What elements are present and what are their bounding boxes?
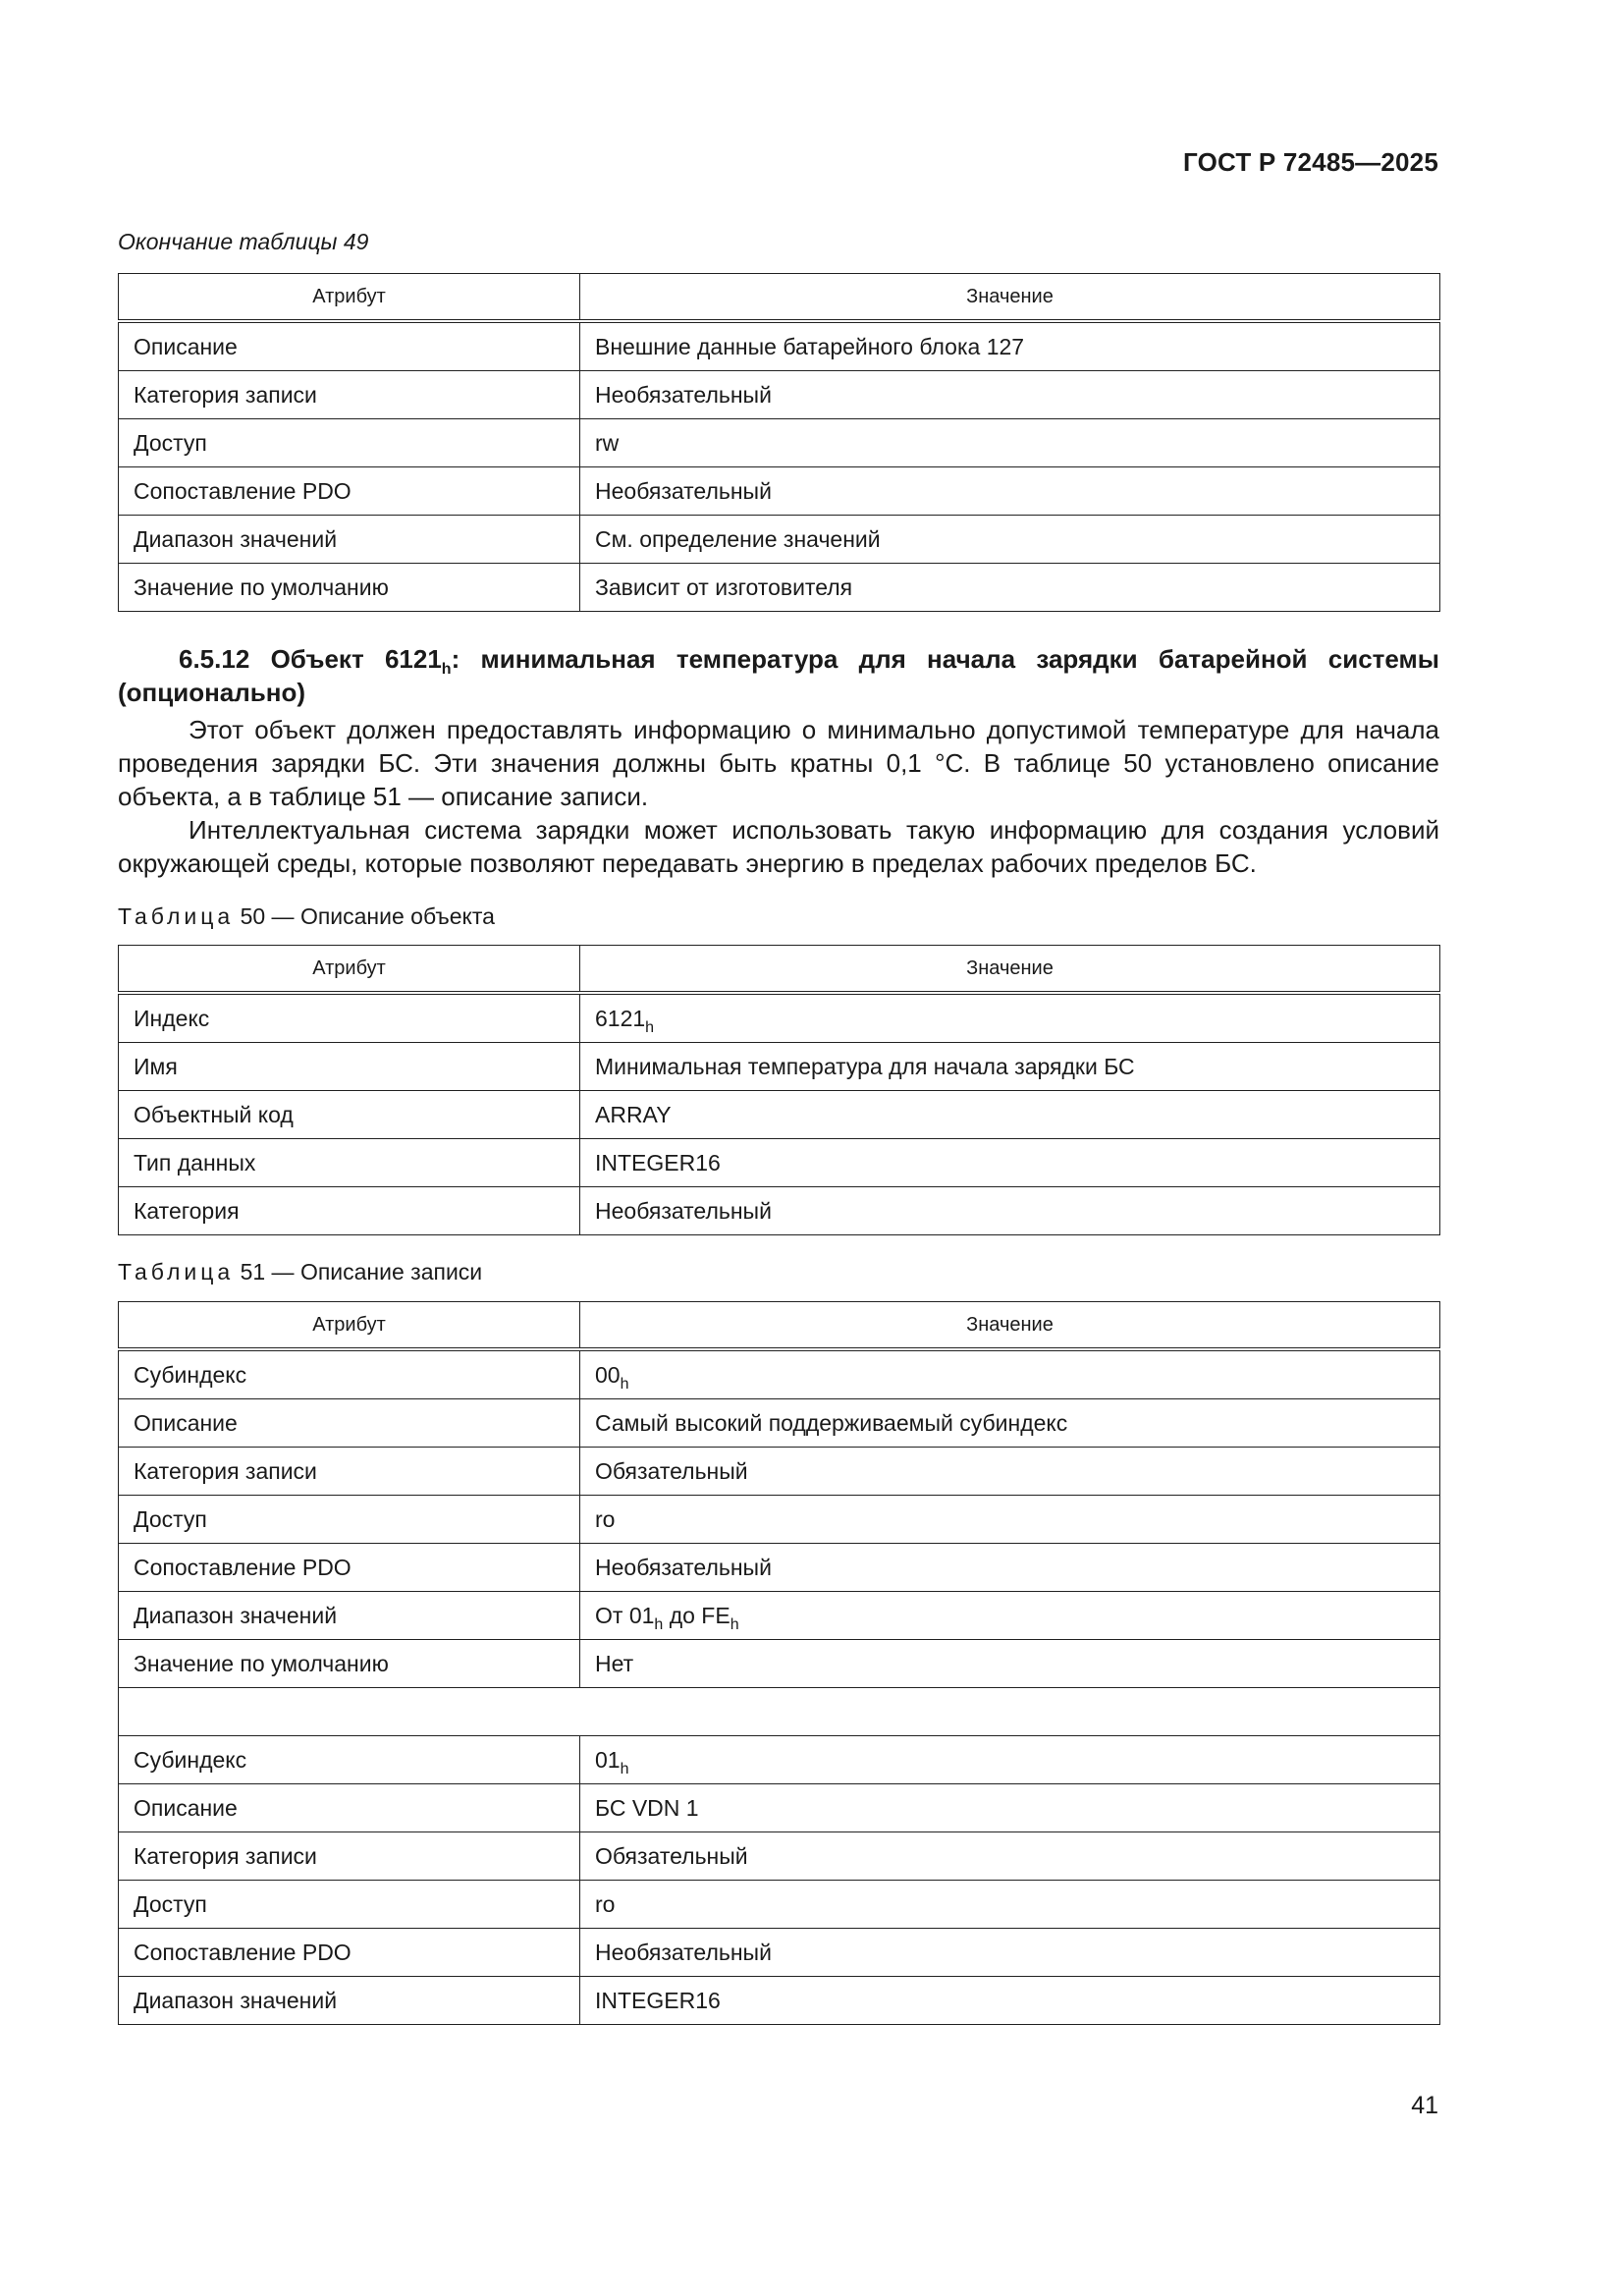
attribute-cell: Категория: [119, 1187, 580, 1235]
table-row: [119, 321, 1440, 371]
value-cell: [580, 1592, 1440, 1640]
value-cell: Нет: [580, 1640, 1440, 1688]
attribute-cell: Сопоставление PDO: [119, 467, 580, 516]
table51: [118, 1301, 1440, 2025]
table50-caption: [118, 903, 495, 930]
table-row: [119, 419, 1440, 467]
value-cell: [580, 993, 1440, 1043]
attribute-cell: Сопоставление PDO: [119, 1544, 580, 1592]
hex-subscript: h: [620, 1375, 629, 1393]
section-title-pre: Объект 6121: [270, 644, 442, 674]
paragraph-1: Этот объект должен предоставлять информацию о минимально допустимой температуре для начала проведения зарядки БС. Эти значения должны быть кратны 0,1 °С. В таблице 50 установлено описание объекта, а в таблице 51 — описание записи.: [118, 715, 1439, 811]
value-text: 01: [595, 1746, 621, 1773]
column-header: Атрибут: [119, 946, 580, 994]
value-cell: Зависит от изготовителя: [580, 564, 1440, 612]
section-title-post: : минимальная температура для начала зарядки батарейной системы (опционально): [118, 644, 1439, 707]
hex-subscript: h: [441, 661, 452, 678]
value-cell: ro: [580, 1496, 1440, 1544]
value-text: От 01: [595, 1602, 655, 1628]
table-row: [119, 1640, 1440, 1688]
value-cell: INTEGER16: [580, 1139, 1440, 1187]
attribute-cell: Описание: [119, 1399, 580, 1448]
value-cell: Внешние данные батарейного блока 127: [580, 321, 1440, 371]
value-cell: Самый высокий поддерживаемый субиндекс: [580, 1399, 1440, 1448]
table-row: [119, 1832, 1440, 1881]
column-header: Значение: [580, 946, 1440, 994]
attribute-cell: Доступ: [119, 1496, 580, 1544]
table-row: [119, 1544, 1440, 1592]
table-header-row: [119, 274, 1440, 322]
value-cell: rw: [580, 419, 1440, 467]
value-cell: ARRAY: [580, 1091, 1440, 1139]
table-row: [119, 1496, 1440, 1544]
value-cell: INTEGER16: [580, 1977, 1440, 2025]
attribute-cell: Субиндекс: [119, 1736, 580, 1784]
column-header: Атрибут: [119, 274, 580, 322]
hex-subscript: h: [620, 1760, 629, 1777]
caption-label: Таблица: [118, 903, 235, 929]
table-row: [119, 1784, 1440, 1832]
table-row: [119, 1139, 1440, 1187]
table-row: [119, 1977, 1440, 2025]
attribute-cell: Субиндекс: [119, 1349, 580, 1399]
value-cell: ro: [580, 1881, 1440, 1929]
attribute-cell: Категория записи: [119, 1832, 580, 1881]
value-cell: [580, 1736, 1440, 1784]
value-cell: Необязательный: [580, 1544, 1440, 1592]
value-text: до FE: [663, 1602, 730, 1628]
table-row: [119, 1187, 1440, 1235]
table-row: [119, 516, 1440, 564]
paragraph-2: Интеллектуальная система зарядки может использовать такую информацию для создания условий окружающей среды, которые позволяют передавать энергию в пределах рабочих пределов БС.: [118, 815, 1439, 878]
table-row: [119, 564, 1440, 612]
value-cell: Необязательный: [580, 1929, 1440, 1977]
value-cell: Обязательный: [580, 1448, 1440, 1496]
caption-text: 51 — Описание записи: [240, 1259, 483, 1285]
column-header: Значение: [580, 274, 1440, 322]
value-cell: Обязательный: [580, 1832, 1440, 1881]
value-cell: Необязательный: [580, 371, 1440, 419]
value-cell: БС VDN 1: [580, 1784, 1440, 1832]
table-row-separator: [119, 1688, 1440, 1736]
section-number: 6.5.12: [179, 644, 250, 674]
table-row: [119, 1736, 1440, 1784]
table-row: [119, 467, 1440, 516]
table50: [118, 945, 1440, 1235]
table51-caption: [118, 1259, 482, 1285]
value-cell: Необязательный: [580, 467, 1440, 516]
attribute-cell: Диапазон значений: [119, 516, 580, 564]
table-row: [119, 1448, 1440, 1496]
value-cell: [580, 1349, 1440, 1399]
value-text: 00: [595, 1361, 621, 1388]
value-text: 6121: [595, 1005, 646, 1031]
caption-text: 50 — Описание объекта: [240, 903, 495, 929]
attribute-cell: Описание: [119, 321, 580, 371]
attribute-cell: Сопоставление PDO: [119, 1929, 580, 1977]
attribute-cell: Объектный код: [119, 1091, 580, 1139]
attribute-cell: Категория записи: [119, 1448, 580, 1496]
attribute-cell: Значение по умолчанию: [119, 1640, 580, 1688]
attribute-cell: Доступ: [119, 1881, 580, 1929]
attribute-cell: Индекс: [119, 993, 580, 1043]
attribute-cell: Диапазон значений: [119, 1592, 580, 1640]
value-cell: Необязательный: [580, 1187, 1440, 1235]
empty-cell: [119, 1688, 1440, 1736]
attribute-cell: Имя: [119, 1043, 580, 1091]
column-header: Атрибут: [119, 1302, 580, 1350]
value-cell: См. определение значений: [580, 516, 1440, 564]
table-row: [119, 1399, 1440, 1448]
section-heading: [118, 642, 1439, 709]
table-header-row: [119, 1302, 1440, 1350]
hex-subscript: h: [654, 1615, 664, 1633]
table-row: [119, 1091, 1440, 1139]
attribute-cell: Значение по умолчанию: [119, 564, 580, 612]
hex-subscript: h: [730, 1615, 739, 1633]
attribute-cell: Тип данных: [119, 1139, 580, 1187]
table-row: [119, 1929, 1440, 1977]
value-cell: Минимальная температура для начала зарядки БС: [580, 1043, 1440, 1091]
table49-caption: Окончание таблицы 49: [118, 229, 369, 254]
table-row: [119, 371, 1440, 419]
table-row: [119, 1592, 1440, 1640]
table-row: [119, 993, 1440, 1043]
caption-label: Таблица: [118, 1259, 235, 1285]
page-number: 41: [1411, 2092, 1438, 2119]
hex-subscript: h: [645, 1018, 655, 1036]
table-row: [119, 1881, 1440, 1929]
table-row: [119, 1043, 1440, 1091]
attribute-cell: Доступ: [119, 419, 580, 467]
table49: [118, 273, 1440, 612]
attribute-cell: Диапазон значений: [119, 1977, 580, 2025]
table-row: [119, 1349, 1440, 1399]
table-header-row: [119, 946, 1440, 994]
attribute-cell: Категория записи: [119, 371, 580, 419]
attribute-cell: Описание: [119, 1784, 580, 1832]
document-id: ГОСТ Р 72485—2025: [1183, 147, 1438, 177]
column-header: Значение: [580, 1302, 1440, 1350]
